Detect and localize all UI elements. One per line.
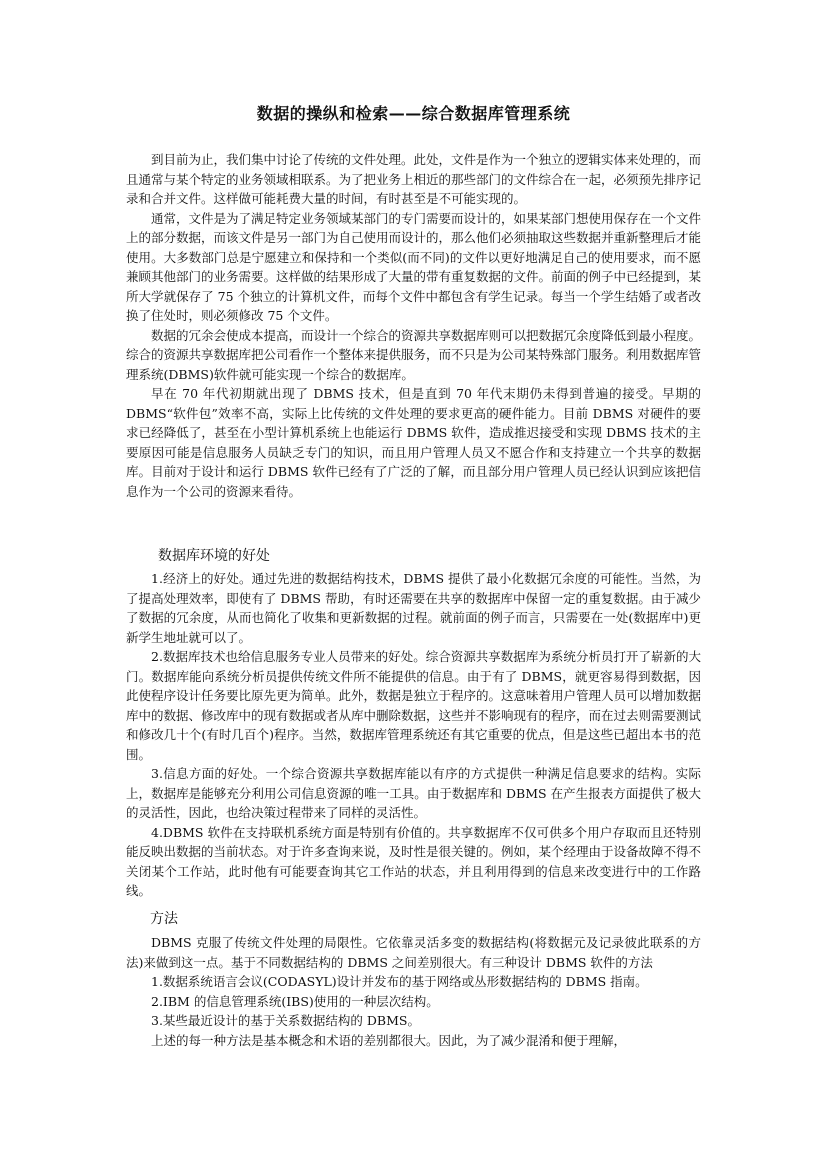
benefits-heading: 数据库环境的好处 bbox=[158, 548, 270, 564]
benefit-paragraph-4: 4.DBMS 软件在支持联机系统方面是特别有价值的。共享数据库不仅可供多个用户存取而且还特别能反映出数据的当前状态。对于许多查询来说，及时性是很关键的。例如，某个经理由于设备故障不得不关闭某个工作站，此时他有可能要查询其它工作站的状态，并且利用得到的信息来改变进行中的工作路线。 bbox=[126, 824, 702, 898]
methods-heading: 方法 bbox=[150, 911, 178, 927]
intro-paragraph-2: 通常，文件是为了满足特定业务领域某部门的专门需要而设计的，如果某部门想使用保存在一个文件上的部分数据，而该文件是另一部门为自己使用而设计的，那么他们必须抽取这些数据并重新整理后才能使用。大多数部门总是宁愿建立和保持和一个类似(而不同)的文件以更好地满足自己的使用要求，而不愿兼顾其他部门的业务需要。这样做的结果形成了大量的带有重复数据的文件。前面的例子中已经提到，某所大学就保存了 75 个独立的计算机文件，而每个文件中都包含有学生记录。每当一个学生结婚了或者改换了住处时，则必须修改 75 个文件。 bbox=[126, 210, 702, 323]
benefits-section bbox=[126, 569, 701, 901]
benefit-paragraph-3: 3.信息方面的好处。一个综合资源共享数据库能以有序的方式提供一种满足信息要求的结构。实际上，数据库是能够充分利用公司信息资源的唯一工具。由于数据库和 DBMS 在产生报表方面提供了极大的灵活性，因此，也给决策过程带来了同样的灵活性。 bbox=[126, 766, 701, 820]
intro-section bbox=[126, 150, 701, 501]
methods-section bbox=[126, 933, 701, 1050]
benefit-paragraph-2: 2.数据库技术也给信息服务专业人员带来的好处。综合资源共享数据库为系统分析员打开了崭新的大门。数据库能向系统分析员提供传统文件所不能提供的信息。由于有了 DBMS，就更容易得到数据，因此使程序设计任务要比原先更为简单。此外，数据是独立于程序的。这意味着用户管理人员可以增加数据库中的数据、修改库中的现有数据或者从库中删除数据，这些并不影响现有的程序，而在过去则需要测试和修改几十个(有时几百个)程序。当然，数据库管理系统还有其它重要的优点，但是这些已超出本书的范围。 bbox=[126, 649, 702, 762]
intro-paragraph-4: 早在 70 年代初期就出现了 DBMS 技术，但是直到 70 年代末期仍未得到普遍的接受。早期的 DBMS“软件包”效率不高，实际上比传统的文件处理的要求更高的硬件能力。目前 DBMS 对硬件的要求已经降低了，甚至在小型计算机系统上也能运行 DBMS 软件，造成推迟接受和实现 DBMS 技术的主要原因可能是信息服务人员缺乏专门的知识，而且用户管理人员又不愿合作和支持建立一个共享的数据库。目前对于设计和运行 DBMS 软件已经有了广泛的了解，而且部分用户管理人员已经认识到应该把信息作为一个公司的资源来看待。 bbox=[126, 386, 701, 499]
benefit-paragraph-1: 1.经济上的好处。通过先进的数据结构技术，DBMS 提供了最小化数据冗余度的可能性。当然，为了提高处理效率，即使有了 DBMS 帮助，有时还需要在共享的数据库中保留一定的重复数据。由于减少了数据的冗余度，从而也简化了收集和更新数据的过程。就前面的例子而言，只需要在一处(数据库中)更新学生地址就可以了。 bbox=[126, 571, 701, 645]
methods-intro-paragraph: DBMS 克服了传统文件处理的局限性。它依靠灵活多变的数据结构(将数据元及记录彼此联系的方法)来做到这一点。基于不同数据结构的 DBMS 之间差别很大。有三种设计 DBMS 软件的方法 bbox=[126, 935, 701, 970]
methods-closing-line: 上述的每一种方法是基本概念和术语的差别都很大。因此，为了减少混淆和便于理解， bbox=[151, 1032, 627, 1048]
intro-paragraph-1: 到目前为止，我们集中讨论了传统的文件处理。此处，文件是作为一个独立的逻辑实体来处理的，而且通常与某个特定的业务领域相联系。为了把业务上相近的那些部门的文件综合在一起，必须预先排序记录和合并文件。这样做可能耗费大量的时间，有时甚至是不可能实现的。 bbox=[126, 152, 702, 206]
page-title: 数据的操纵和检索——综合数据库管理系统 bbox=[256, 104, 571, 123]
method-item-2: 2.IBM 的信息管理系统(IBS)使用的一种层次结构。 bbox=[151, 993, 439, 1009]
method-item-3: 3.某些最近设计的基于关系数据结构的 DBMS。 bbox=[151, 1013, 420, 1028]
method-item-1: 1.数据系统语言会议(CODASYL)设计并发布的基于网络或丛形数据结构的 DBMS 指南。 bbox=[151, 974, 648, 989]
intro-paragraph-3: 数据的冗余会使成本提高，而设计一个综合的资源共享数据库则可以把数据冗余度降低到最小程度。综合的资源共享数据库把公司看作一个整体来提供服务，而不只是为公司某特殊部门服务。利用数据库管理系统(DBMS)软件就可能实现一个综合的数据库。 bbox=[126, 327, 702, 382]
